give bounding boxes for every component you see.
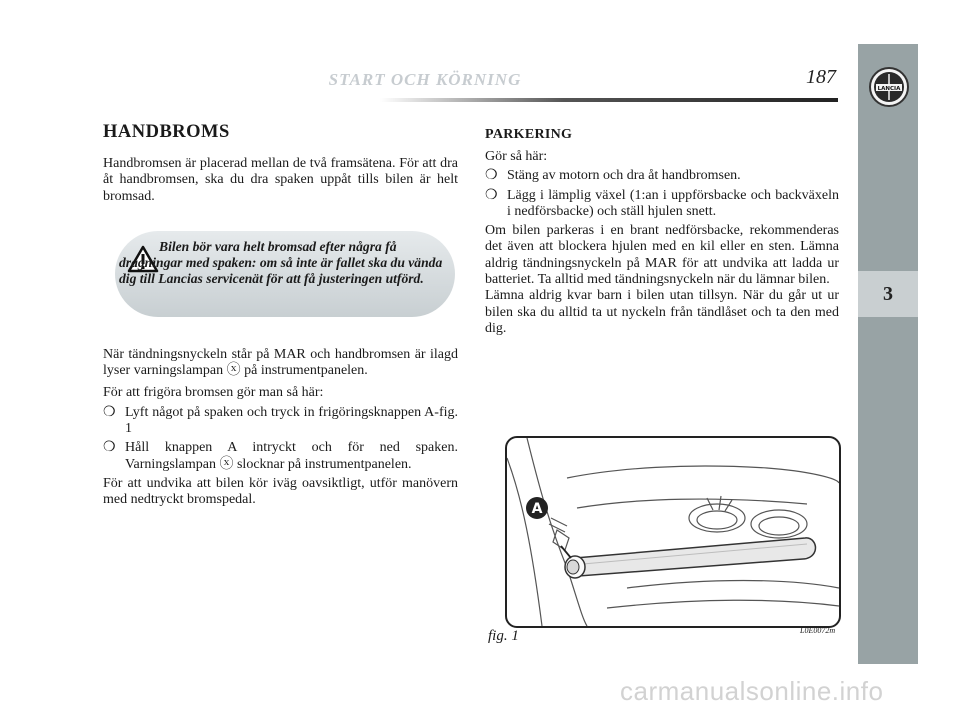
- figure-code: L0E0072m: [800, 626, 836, 635]
- paragraph-release-intro: För att frigöra bromsen gör man så här:: [103, 385, 324, 401]
- header-rule: [380, 98, 838, 102]
- heading-parkering: PARKERING: [485, 127, 573, 142]
- lancia-logo: [868, 66, 910, 108]
- figure-handbrake: [505, 436, 841, 628]
- logo-text: LANCIA: [877, 86, 901, 92]
- chapter-number: 3: [883, 282, 893, 305]
- right-column: [485, 127, 839, 337]
- warning-text: Bilen bör vara helt bromsad efter några få dragningar med spaken: om så inte är fallet ska du vända dig till Lancias servicenät för att få justeringen utförd.: [119, 238, 443, 286]
- list-item: [103, 440, 458, 473]
- list-item-text: Stäng av motorn och dra åt handbromsen.: [507, 168, 741, 184]
- bullet-icon: ❍: [103, 440, 116, 456]
- list-item: [485, 188, 839, 221]
- section-title: START OCH KÖRNING: [328, 70, 522, 89]
- callout-label-a: [526, 497, 548, 519]
- callout-text-a: A: [531, 501, 543, 517]
- left-column: [103, 122, 458, 509]
- list-item-text: Lägg i lämplig växel (1:an i uppförsbacke och backväxeln i nedförsbacke) och ställ hjulen snett.: [507, 187, 839, 219]
- heading-handbroms: HANDBROMS: [103, 122, 230, 142]
- handbrake-illustration: [507, 438, 839, 626]
- paragraph-warning-lamp: När tändningsnyckeln står på MAR och handbromsen är ilagd lyser varningslampan ⓧ på instrumentpanelen.: [103, 346, 458, 379]
- list-item: [485, 168, 839, 184]
- figure-caption: fig. 1: [488, 628, 519, 644]
- intro-paragraph: Handbromsen är placerad mellan de två framsätena. För att dra åt handbromsen, ska du dra spaken uppåt tills bilen är helt bromsad.: [103, 156, 458, 204]
- chapter-sidebar: [858, 44, 918, 664]
- bullet-icon: ❍: [485, 168, 498, 184]
- watermark: carmanualsonline.info: [620, 676, 884, 706]
- bullet-icon: ❍: [103, 404, 116, 420]
- list-item: [103, 405, 458, 438]
- warning-box: [115, 231, 455, 317]
- paragraph-instructions-intro: Gör så här:: [485, 149, 548, 164]
- page-number: 187: [806, 66, 836, 88]
- bullet-icon: ❍: [485, 187, 498, 203]
- list-item-text: Håll knappen A intryckt och för ned spaken. Varningslampan ⓧ slocknar på instrumentpanelen.: [125, 440, 458, 472]
- paragraph-brake-pedal: För att undvika att bilen kör iväg oavsiktligt, utför manövern med nedtryckt bromspedal.: [103, 475, 458, 508]
- paragraph-children: Lämna aldrig kvar barn i bilen utan tillsyn. När du går ut ur bilen ska du alltid ta ut nyckeln från tändlåset och ta den med dig.: [485, 288, 839, 336]
- paragraph-slope-parking: Om bilen parkeras i en brant nedförsbacke, rekommenderas det även att blockera hjulen med en kil eller en sten. Lämna aldrig tändningsnyckeln på MAR för att undvika att ladda ur batteriet. Ta alltid med tändningsnyckeln när du lämnar bilen.: [485, 223, 839, 288]
- list-item-text: Lyft något på spaken och tryck in frigöringsknappen A-fig. 1: [125, 404, 458, 437]
- chapter-tab[interactable]: [858, 271, 918, 317]
